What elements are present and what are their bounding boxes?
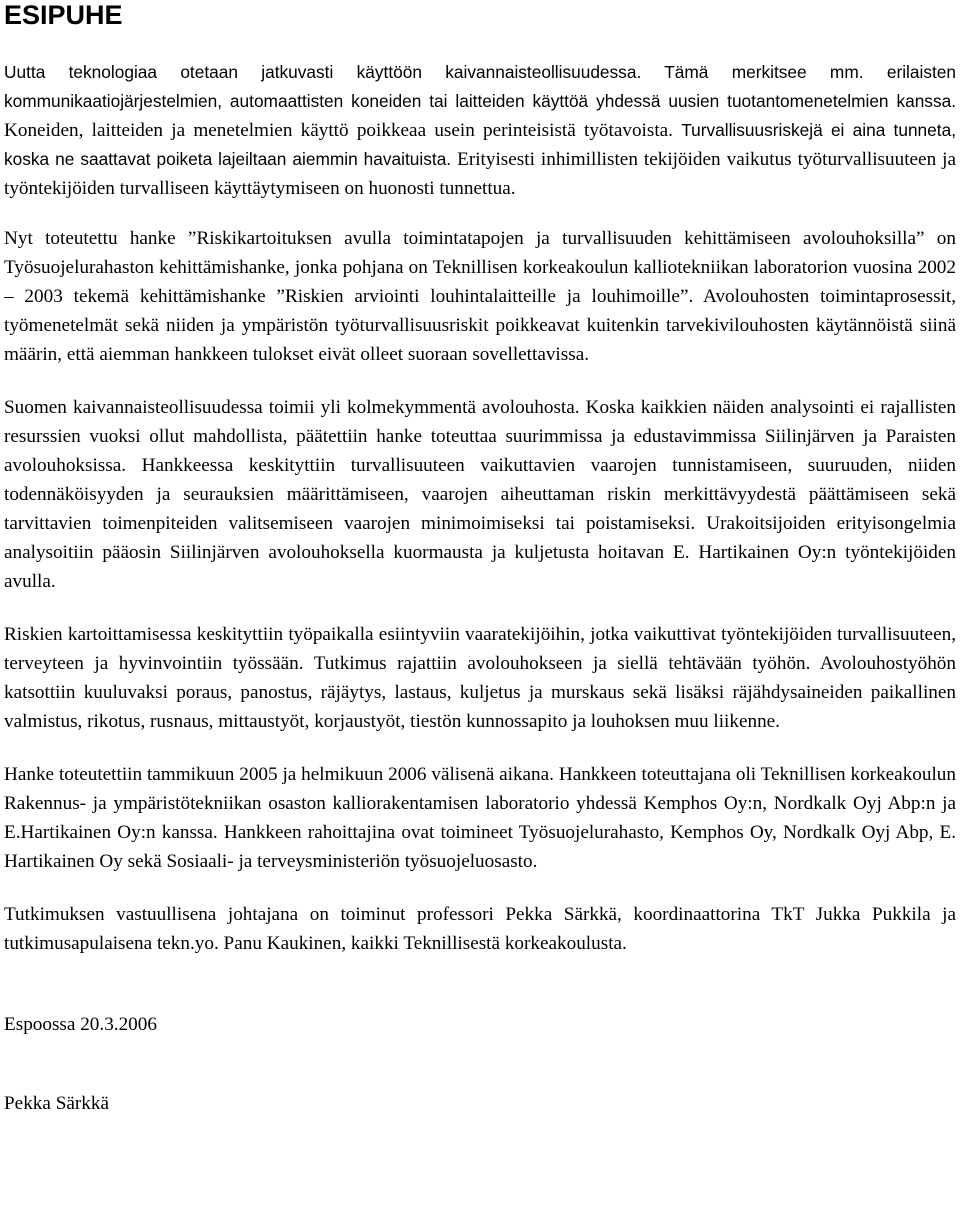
- intro-sentence-human-factors: Erityisesti inhimillisten tekijöiden vaikutus työturvallisuuteen ja työntekijöiden turvalliseen käyttäytymiseen on huonosti tunnettua.: [4, 149, 957, 199]
- paragraph-risk-mapping: Riskien kartoittamisessa keskityttiin työpaikalla esiintyviin vaaratekijöihin, jotka vaikuttivat työntekijöiden turvallisuuteen, terveyteen ja hyvinvointiin työssään. Tutkimus rajattiin avolouhokseen ja siellä tehtävään työhön. Avolouhostyöhön katsottiin kuuluvaksi poraus, panostus, räjäytys, lastaus, kuljetus ja murskaus sekä lisäksi räjähdysaineiden paikallinen valmistus, rikotus, rusnaus, mittaustyöt, korjaustyöt, tiestön kunnossapito ja louhoksen muu liikenne.: [4, 624, 956, 732]
- paragraph-project-personnel: Tutkimuksen vastuullisena johtajana on toiminut professori Pekka Särkkä, koordinaattorina TkT Jukka Pukkila ja tutkimusapulaisena tekn.yo. Panu Kaukinen, kaikki Teknillisestä korkeakoulusta.: [4, 904, 956, 954]
- paragraph-project-scope: Suomen kaivannaisteollisuudessa toimii yli kolmekymmentä avolouhosta. Koska kaikkien näiden analysointi ei rajallisten resurssien vuoksi ollut mahdollista, päätettiin hanke toteuttaa suurimmissa ja edustavimmissa Siilinjärven ja Paraisten avolouhoksissa. Hankkeessa keskityttiin turvallisuuteen vaikuttavien vaarojen tunnistamiseen, suuruuden, niiden todennäköisyyden ja seurauksien määrittämiseen, vaarojen aiheuttaman riskin merkittävyydestä päättämiseen sekä tarvittavien toimenpiteiden valitsemiseen vaarojen minimoimiseksi tai poistamiseksi. Urakoitsijoiden erityisongelmia analysoitiin pääosin Siilinjärven avolouhoksella kuormausta ja kuljetusta hoitavan E. Hartikainen Oy:n työntekijöiden avulla.: [4, 397, 956, 592]
- paragraph-intro: [4, 58, 956, 203]
- place-and-date: Espoossa 20.3.2006: [4, 1014, 157, 1035]
- signature-name: Pekka Särkkä: [4, 1093, 109, 1114]
- paragraph-project-implementation: Hanke toteutettiin tammikuun 2005 ja helmikuun 2006 välisenä aikana. Hankkeen toteuttajana oli Teknillisen korkeakoulun Rakennus- ja ympäristötekniikan osaston kalliorakentamisen laboratorio yhdessä Kemphos Oy:n, Nordkalk Oyj Abp:n ja E.Hartikainen Oy:n kanssa. Hankkeen rahoittajina ovat toimineet Työsuojelurahasto, Kemphos Oy, Nordkalk Oyj Abp, E. Hartikainen Oy sekä Sosiaali- ja terveysministeriön työsuojeluosasto.: [4, 764, 956, 872]
- intro-sentence-technology: Uutta teknologiaa otetaan jatkuvasti käyttöön kaivannaisteollisuudessa. Tämä merkitsee mm. erilaisten kommunikaatiojärjestelmien, automaattisten koneiden tai laitteiden käyttöä yhdessä uusien tuotantomenetelmien kanssa.: [4, 62, 956, 111]
- intro-sentence-methods: Koneiden, laitteiden ja menetelmien käyttö poikkeaa usein perinteisistä työtavoista.: [4, 120, 673, 141]
- document-page: [4, 0, 956, 1118]
- document-title: ESIPUHE: [4, 0, 123, 30]
- intro-sentence-risks: Turvallisuusriskejä ei aina tunneta, koska ne saattavat poiketa lajeiltaan aiemmin havaituista.: [4, 120, 956, 169]
- paragraph-project-background: Nyt toteutettu hanke ”Riskikartoituksen avulla toimintatapojen ja turvallisuuden kehittämiseen avolouhoksilla” on Työsuojelurahaston kehittämishanke, jonka pohjana on Teknillisen korkeakoulun kalliotekniikan laboratorion vuosina 2002 – 2003 tekemä kehittämishanke ”Riskien arviointi louhintalaitteille ja louhimoille”. Avolouhosten toimintaprosessit, työmenetelmät sekä niiden ja ympäristön työturvallisuusriskit poikkeavat kuitenkin tarvekivilouhosten käytännöistä siinä määrin, että aiemman hankkeen tulokset eivät olleet suoraan sovellettavissa.: [4, 228, 956, 365]
